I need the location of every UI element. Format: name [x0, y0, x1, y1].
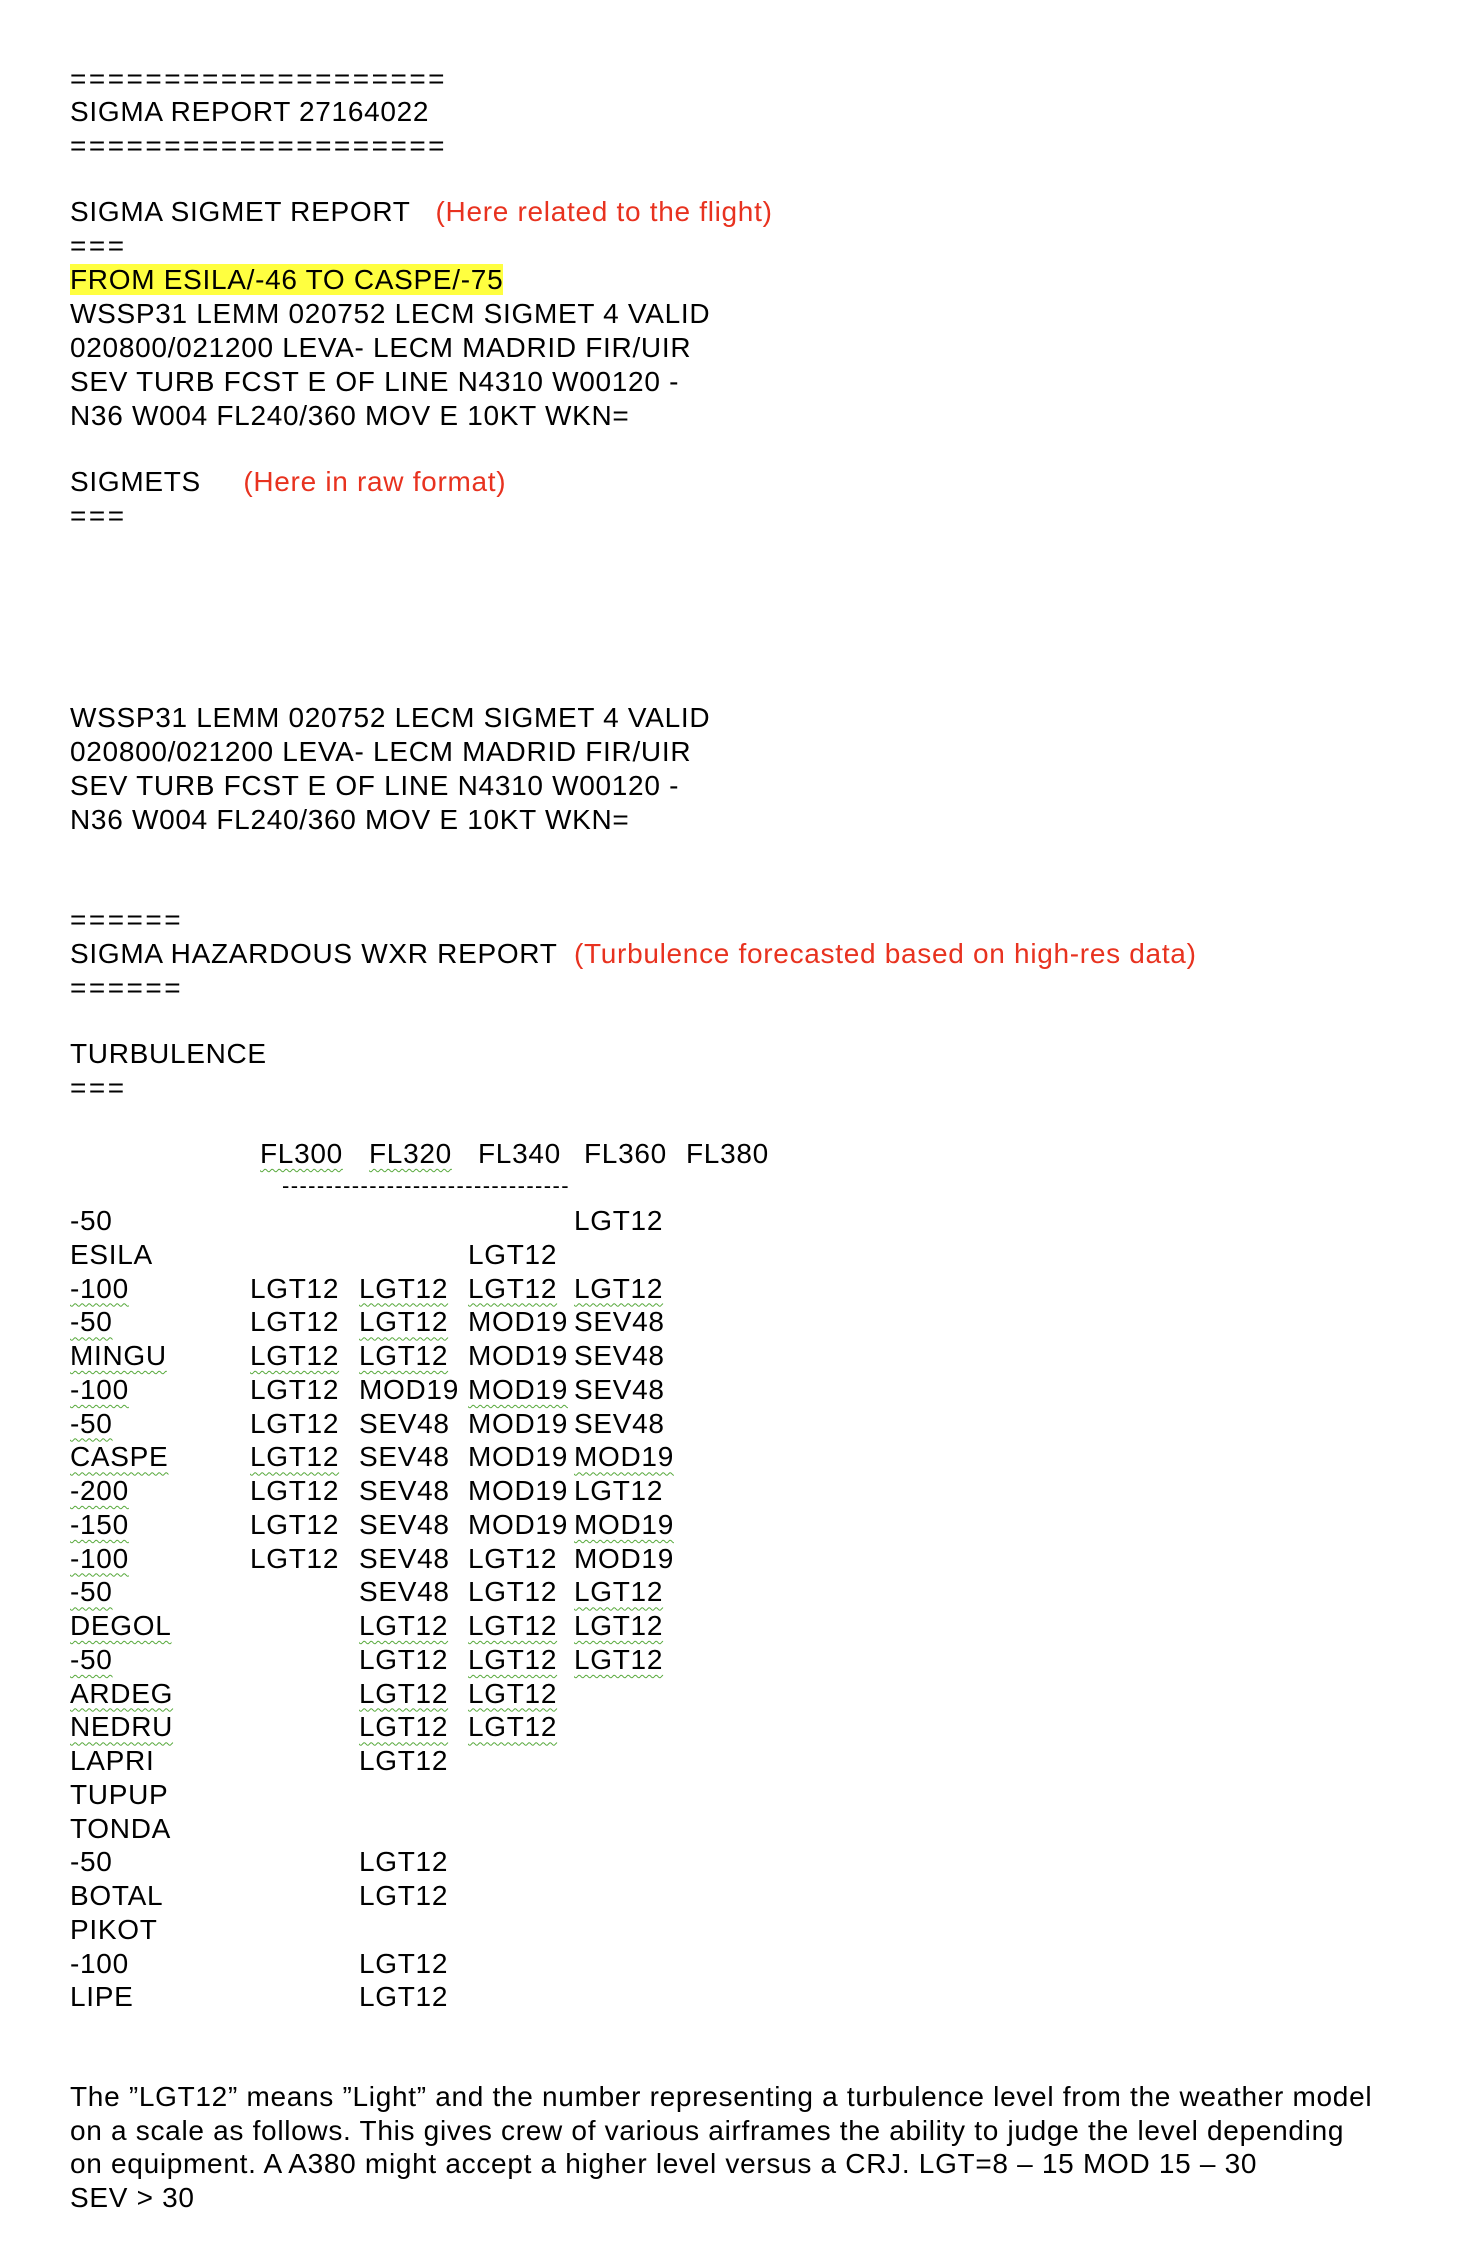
turbulence-cell: LGT12 — [468, 1576, 558, 1608]
turbulence-cell: LGT12 — [359, 1711, 449, 1743]
hazard-note: (Turbulence forecasted based on high-res data) — [573, 938, 1197, 969]
sigmets-raw-line: N36 W004 FL240/360 MOV E 10KT WKN= — [70, 804, 630, 835]
legend-severe: SEV > 30 — [70, 2181, 195, 2213]
turbulence-cell: LGT12 — [359, 1846, 449, 1878]
turbulence-cell: LGT12 — [468, 1677, 558, 1709]
turbulence-cell: SEV48 — [359, 1441, 450, 1473]
turbulence-cell: SEV48 — [574, 1373, 665, 1405]
turbulence-divider: --------------------------------- — [282, 1173, 570, 1198]
hazard-title: SIGMA HAZARDOUS WXR REPORT — [70, 938, 558, 969]
row-label: -50 — [70, 1643, 113, 1675]
turbulence-cell: MOD19 — [468, 1441, 568, 1473]
sigmet-section-rule: === — [70, 230, 127, 261]
sigmets-raw-line: SEV TURB FCST E OF LINE N4310 W00120 - — [70, 770, 680, 801]
hazard-heading — [70, 937, 1197, 971]
report-title: SIGMA REPORT 27164022 — [70, 96, 430, 127]
turbulence-cell: MOD19 — [468, 1508, 568, 1540]
turbulence-cell: LGT12 — [468, 1272, 558, 1304]
sigmets-raw-rule: === — [70, 500, 127, 531]
turbulence-cell: LGT12 — [250, 1373, 340, 1405]
turbulence-cell: SEV48 — [359, 1407, 450, 1439]
turbulence-cell: SEV48 — [359, 1508, 450, 1540]
turbulence-cell: LGT12 — [468, 1610, 558, 1641]
row-label: -50 — [70, 1306, 113, 1338]
header-rule-top: ==================== — [70, 63, 448, 94]
row-label: -50 — [70, 1407, 113, 1439]
turbulence-cell: SEV48 — [574, 1340, 665, 1371]
turbulence-cell: LGT12 — [250, 1475, 340, 1506]
row-label: LIPE — [70, 1981, 134, 2013]
row-label: -100 — [70, 1947, 129, 1979]
turbulence-cell: LGT12 — [250, 1272, 340, 1304]
sigmets-raw-line: 020800/021200 LEVA- LECM MADRID FIR/UIR — [70, 736, 692, 767]
turbulence-cell: MOD19 — [468, 1306, 568, 1338]
row-label: CASPE — [70, 1441, 169, 1473]
row-label: ARDEG — [70, 1677, 174, 1709]
row-label: TONDA — [70, 1812, 171, 1844]
turbulence-cell: LGT12 — [359, 1272, 449, 1304]
turbulence-cell: MOD19 — [574, 1508, 674, 1540]
header-rule-bottom: ==================== — [70, 130, 448, 161]
turbulence-cell: LGT12 — [359, 1306, 449, 1338]
row-label: -200 — [70, 1475, 129, 1506]
column-header: FL320 — [369, 1138, 452, 1169]
turbulence-cell: LGT12 — [574, 1610, 664, 1641]
column-header: FL360 — [584, 1138, 667, 1169]
turbulence-cell: LGT12 — [574, 1643, 664, 1675]
turbulence-cell: LGT12 — [250, 1441, 340, 1473]
row-label: ESILA — [70, 1238, 153, 1270]
sigmet-section-heading — [70, 195, 773, 229]
sigmet-section-note: (Here related to the flight) — [435, 196, 773, 227]
turbulence-cell: LGT12 — [250, 1407, 340, 1439]
turbulence-cell: LGT12 — [468, 1542, 558, 1574]
row-label: -150 — [70, 1508, 129, 1540]
sigmets-raw-title: SIGMETS — [70, 466, 201, 497]
turbulence-cell: LGT12 — [574, 1205, 664, 1236]
turbulence-cell: MOD19 — [468, 1373, 568, 1405]
row-label: -50 — [70, 1846, 113, 1878]
turbulence-cell: LGT12 — [574, 1475, 664, 1506]
turbulence-cell: LGT12 — [468, 1238, 558, 1270]
turbulence-cell: LGT12 — [359, 1643, 449, 1675]
row-label: BOTAL — [70, 1880, 164, 1911]
legend-moderate: MOD 15 – 30 — [1082, 2148, 1258, 2179]
row-label: -100 — [70, 1373, 129, 1405]
turbulence-cell: LGT12 — [359, 1340, 449, 1371]
turbulence-cell: LGT12 — [359, 1981, 449, 2013]
column-header: FL380 — [686, 1138, 769, 1169]
sigmets-raw-heading — [70, 465, 506, 499]
turbulence-title: TURBULENCE — [70, 1038, 267, 1069]
sigmets-raw-note: (Here in raw format) — [243, 466, 507, 497]
sigmet-section-title: SIGMA SIGMET REPORT — [70, 196, 411, 227]
row-label: -50 — [70, 1576, 113, 1608]
turbulence-cell: LGT12 — [250, 1306, 340, 1338]
sigmet-line: N36 W004 FL240/360 MOV E 10KT WKN= — [70, 400, 630, 431]
turbulence-cell: LGT12 — [359, 1947, 449, 1979]
row-label: LAPRI — [70, 1745, 155, 1776]
turbulence-cell: LGT12 — [250, 1340, 340, 1371]
explanation-paragraph — [70, 2080, 1380, 2214]
turbulence-cell: LGT12 — [468, 1711, 558, 1743]
turbulence-cell: LGT12 — [574, 1272, 664, 1304]
sigmets-raw-line: WSSP31 LEMM 020752 LECM SIGMET 4 VALID — [70, 702, 711, 733]
turbulence-cell: LGT12 — [468, 1643, 558, 1675]
turbulence-cell: MOD19 — [359, 1373, 459, 1405]
turbulence-cell: MOD19 — [468, 1475, 568, 1506]
hazard-rule-top: ====== — [70, 904, 184, 935]
row-label: TUPUP — [70, 1778, 169, 1810]
turbulence-cell: LGT12 — [359, 1610, 449, 1641]
sigmet-line: 020800/021200 LEVA- LECM MADRID FIR/UIR — [70, 332, 692, 363]
turbulence-cell: LGT12 — [359, 1677, 449, 1709]
row-label: -100 — [70, 1542, 129, 1574]
turbulence-cell: LGT12 — [250, 1508, 340, 1540]
row-label: NEDRU — [70, 1711, 174, 1743]
sigmet-line: WSSP31 LEMM 020752 LECM SIGMET 4 VALID — [70, 298, 711, 329]
turbulence-cell: MOD19 — [574, 1542, 674, 1574]
legend-light: LGT=8 – 15 — [918, 2148, 1075, 2179]
hazard-rule-bottom: ====== — [70, 972, 184, 1003]
route-highlight: FROM ESILA/-46 TO CASPE/-75 — [70, 264, 504, 295]
row-label: -50 — [70, 1205, 113, 1236]
sigmet-line: SEV TURB FCST E OF LINE N4310 W00120 - — [70, 366, 680, 397]
turbulence-cell: SEV48 — [574, 1407, 665, 1439]
route-line — [70, 263, 503, 297]
column-header: FL340 — [478, 1138, 561, 1169]
turbulence-cell: MOD19 — [468, 1340, 568, 1371]
row-label: DEGOL — [70, 1610, 172, 1641]
turbulence-cell: SEV48 — [574, 1306, 665, 1338]
turbulence-cell: SEV48 — [359, 1475, 450, 1506]
column-header: FL300 — [260, 1138, 343, 1169]
row-label: PIKOT — [70, 1913, 158, 1945]
row-label: MINGU — [70, 1340, 167, 1371]
turbulence-cell: LGT12 — [359, 1745, 449, 1776]
turbulence-cell: MOD19 — [574, 1441, 674, 1473]
turbulence-cell: LGT12 — [359, 1880, 449, 1911]
turbulence-rule: === — [70, 1072, 127, 1103]
row-label: -100 — [70, 1272, 129, 1304]
turbulence-cell: MOD19 — [468, 1407, 568, 1439]
turbulence-cell: SEV48 — [359, 1542, 450, 1574]
turbulence-cell: SEV48 — [359, 1576, 450, 1608]
explanation-text: The ”LGT12” means ”Light” and the number representing a turbulence level from the weather model on a scale as follows. This gives crew of various airframes the ability to judge the level depending on equipment. A A380 might accept a higher level versus a CRJ. — [70, 2081, 1373, 2179]
turbulence-cell: LGT12 — [574, 1576, 664, 1608]
turbulence-cell: LGT12 — [250, 1542, 340, 1574]
